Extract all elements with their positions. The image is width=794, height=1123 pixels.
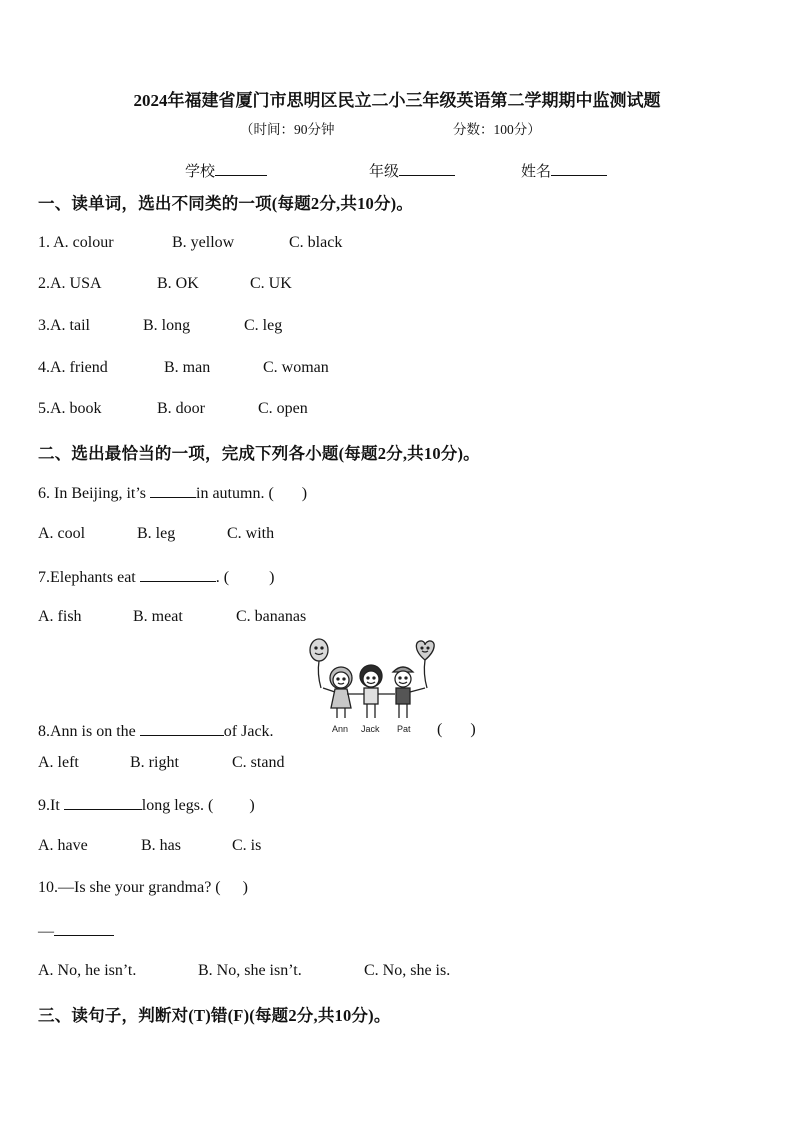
q8-paren <box>437 721 476 739</box>
q10-dash: — <box>38 923 54 940</box>
name-field <box>521 160 607 181</box>
q2-option-c: C. UK <box>250 275 292 292</box>
q1-option-b: B. yellow <box>172 234 235 251</box>
q10-option-c: C. No, she is. <box>364 962 451 979</box>
q10-answer-line <box>38 921 114 941</box>
label-jack: Jack <box>361 724 380 734</box>
q5-option-c: C. open <box>258 400 308 417</box>
q6-option-a: A. cool <box>38 525 86 542</box>
section-3-title: 三、读句子，判断对(T)错(F)(每题2分,共10分)。 <box>38 1006 391 1025</box>
q8-text-post: of Jack. <box>223 723 274 740</box>
q7-text-pre: 7.Elephants eat <box>38 569 136 586</box>
q9-option-b: B. has <box>141 837 181 854</box>
q5-option-b: B. door <box>157 400 205 417</box>
q7-option-c: C. bananas <box>236 608 307 625</box>
q8-paren-open: ( <box>437 721 443 738</box>
q7-option-a: A. fish <box>38 608 82 625</box>
time-info: （时间：90分钟 <box>240 122 335 137</box>
name-label: 姓名 <box>521 164 552 180</box>
q6-question <box>38 483 307 503</box>
q10-text: 10.—Is she your grandma? ( <box>38 879 221 896</box>
school-blank[interactable] <box>215 161 267 176</box>
school-field <box>185 160 267 181</box>
q6-paren-close: ) <box>301 485 308 502</box>
q7-text-post: . ( <box>215 569 230 586</box>
q6-option-c: C. with <box>227 525 275 542</box>
q6-blank[interactable] <box>150 483 196 498</box>
q9-option-c: C. is <box>232 837 262 854</box>
q9-paren-close: ) <box>249 797 255 814</box>
q8-blank[interactable] <box>140 721 224 736</box>
section-2-title: 二、选出最恰当的一项，完成下列各小题(每题2分,共10分)。 <box>38 444 480 463</box>
grade-blank[interactable] <box>399 161 455 176</box>
q3-option-a: 3.A. tail <box>38 317 90 334</box>
school-label: 学校 <box>185 164 216 180</box>
q4-option-b: B. man <box>164 359 211 376</box>
grade-label: 年级 <box>369 164 400 180</box>
q8-question <box>38 721 274 741</box>
q4-option-a: 4.A. friend <box>38 359 108 376</box>
section-1-title: 一、读单词，选出不同类的一项(每题2分,共10分)。 <box>38 194 414 213</box>
q9-question <box>38 795 255 815</box>
grade-field <box>369 160 455 181</box>
q10-option-b: B. No, she isn’t. <box>198 962 302 979</box>
q9-text-post: long legs. ( <box>141 797 214 814</box>
q10-question <box>38 879 248 897</box>
q7-blank[interactable] <box>140 567 216 582</box>
q2-option-a: 2.A. USA <box>38 275 102 292</box>
q8-text-pre: 8.Ann is on the <box>38 723 136 740</box>
q8-option-a: A. left <box>38 754 79 771</box>
kids-illustration <box>305 636 445 740</box>
q10-option-a: A. No, he isn’t. <box>38 962 137 979</box>
q9-option-a: A. have <box>38 837 88 854</box>
q7-option-b: B. meat <box>133 608 183 625</box>
q1-option-a: 1. A. colour <box>38 234 114 251</box>
q4-option-c: C. woman <box>263 359 329 376</box>
label-pat: Pat <box>397 724 411 734</box>
q7-question <box>38 567 274 587</box>
q10-paren-close: ) <box>242 879 248 896</box>
q8-option-b: B. right <box>130 754 179 771</box>
page-title: 2024年福建省厦门市思明区民立二小三年级英语第二学期期中监测试题 <box>133 91 661 110</box>
score-info: 分数：100分） <box>453 122 541 137</box>
q9-text-pre: 9.It <box>38 797 60 814</box>
q2-option-b: B. OK <box>157 275 199 292</box>
q5-option-a: 5.A. book <box>38 400 102 417</box>
q6-text-post: in autumn. ( <box>196 485 274 502</box>
name-blank[interactable] <box>551 161 607 176</box>
q6-text-pre: 6. In Beijing, it’s <box>38 485 146 502</box>
label-ann: Ann <box>332 724 349 734</box>
q6-option-b: B. leg <box>137 525 176 542</box>
q10-blank[interactable] <box>54 921 114 936</box>
q3-option-b: B. long <box>143 317 191 334</box>
q8-option-c: C. stand <box>232 754 285 771</box>
q7-paren-close: ) <box>269 569 275 586</box>
q3-option-c: C. leg <box>244 317 283 334</box>
q9-blank[interactable] <box>64 795 142 810</box>
q8-paren-close: ) <box>470 721 476 738</box>
q1-option-c: C. black <box>289 234 343 251</box>
